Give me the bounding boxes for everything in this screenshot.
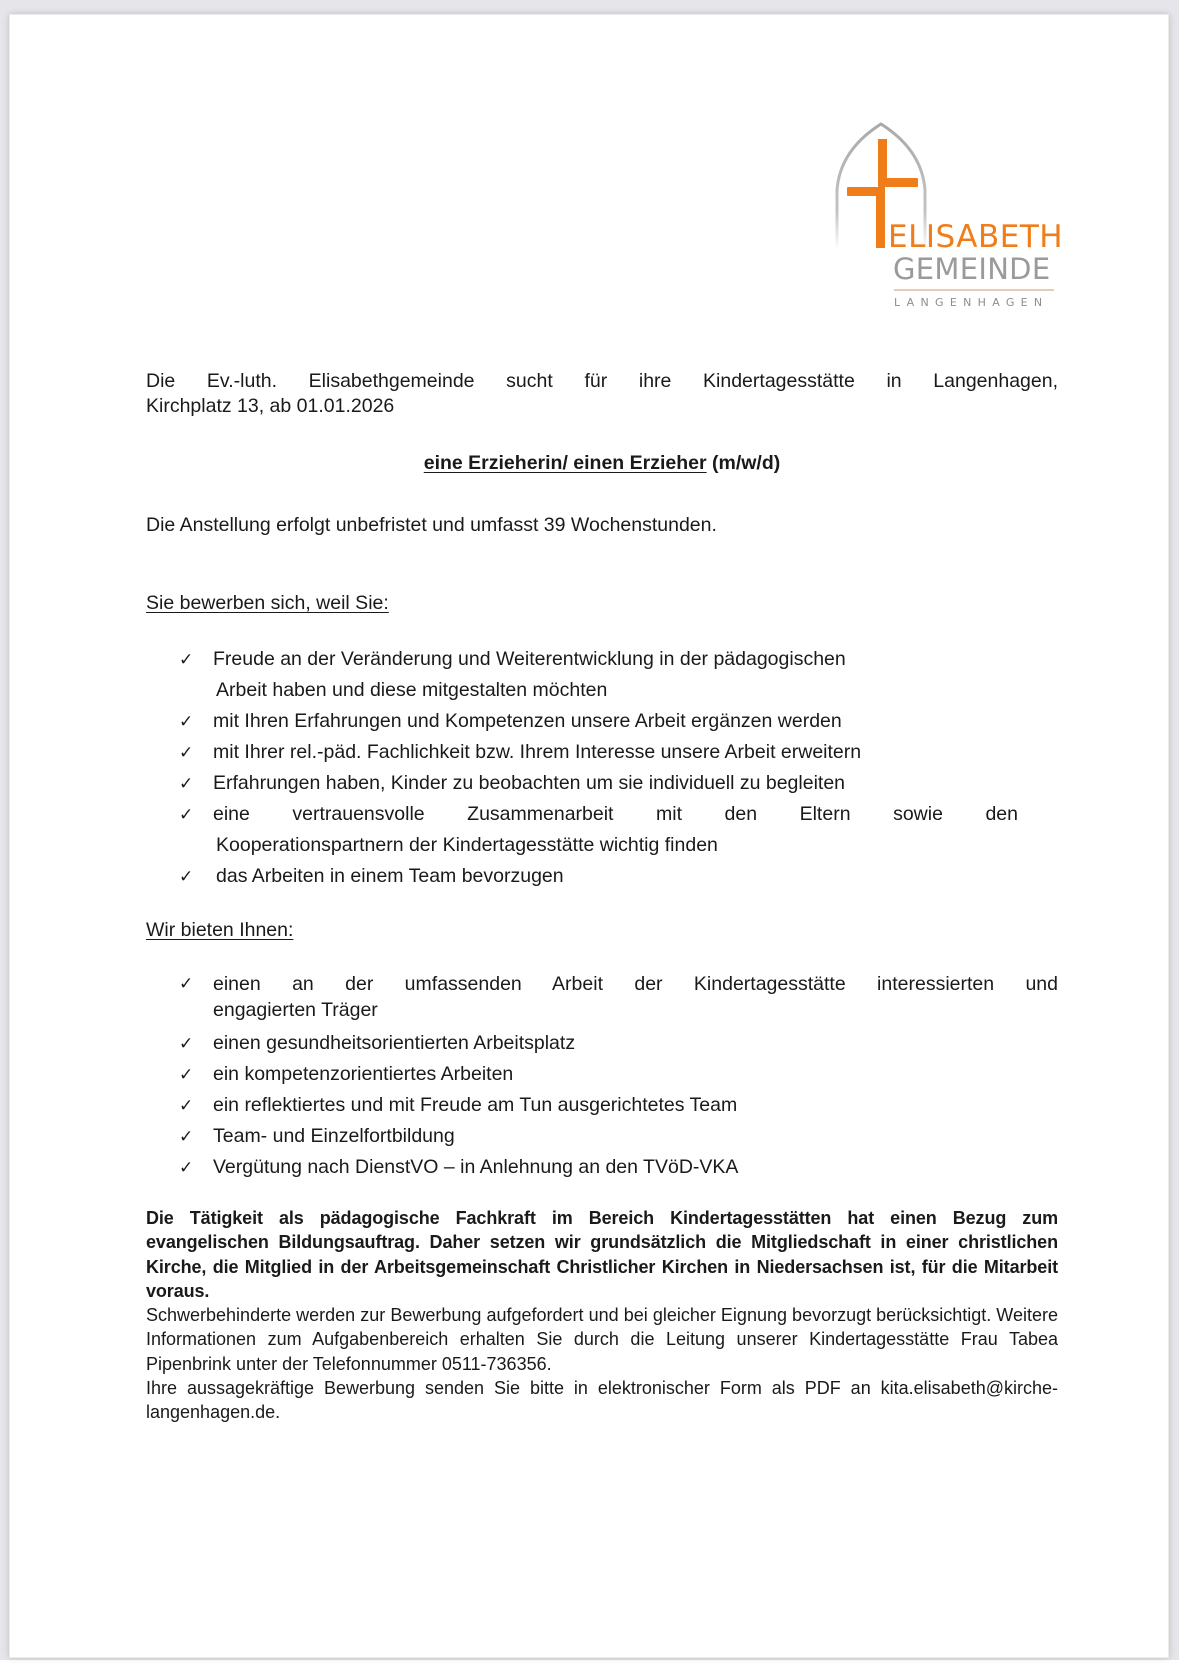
list-item: ✓ Team- und Einzelfortbildung — [176, 1121, 1058, 1152]
checkmark-icon: ✓ — [179, 712, 194, 731]
position-title-suffix: (m/w/d) — [706, 452, 781, 474]
logo-location: LANGENHAGEN — [894, 296, 1049, 309]
checkmark-icon: ✓ — [179, 867, 194, 886]
requirement-paragraph: Die Tätigkeit als pädagogische Fachkraft im Bereich Kindertagesstätten hat einen Bezug zum evangelischen Bildungsauftrag. Daher setzen wir grundsätzlich die Mitgliedschaft in einer christlichen Kirche, die Mitglied in der Arbeitsgemeinschaft Christlicher Kirchen in Niedersachsen ist, für die Mitarbeit voraus. — [146, 1208, 1058, 1301]
logo-subtitle: GEMEINDE — [893, 252, 1051, 286]
list-item: ✓ ein kompetenzorientiertes Arbeiten — [176, 1059, 1058, 1090]
apply-heading: Sie bewerben sich, weil Sie: — [146, 592, 389, 614]
offer-list — [176, 971, 1058, 1183]
list-item: ✓ ein reflektiertes und mit Freude am Tun ausgerichtetes Team — [176, 1090, 1058, 1121]
list-item: ✓ Freude an der Veränderung und Weiterentwicklung in der pädagogischen Arbeit haben und diese mitgestalten möchten — [176, 644, 1058, 706]
position-title-main: eine Erzieherin/ einen Erzieher — [423, 452, 707, 474]
checkmark-icon: ✓ — [179, 1065, 194, 1084]
checkmark-icon: ✓ — [179, 743, 194, 762]
disability-paragraph: Schwerbehinderte werden zur Bewerbung aufgefordert und bei gleicher Eignung bevorzugt berücksichtigt. Weitere Informationen zum Aufgabenbereich erhalten Sie durch die Leitung unserer Kindertagesstätte Frau Tabea Pipenbrink unter der Telefonnummer 0511-736356. — [146, 1305, 1058, 1374]
list-item: ✓ einen an der umfassenden Arbeit der Kindertagesstätte interessierten und engagierten Träger — [179, 973, 1058, 1021]
apply-reasons-list — [176, 644, 1058, 892]
checkmark-icon: ✓ — [179, 1096, 194, 1115]
intro-line-2: Kirchplatz 13, ab 01.01.2026 — [146, 394, 395, 417]
list-item: ✓ mit Ihren Erfahrungen und Kompetenzen unsere Arbeit ergänzen werden — [176, 706, 1058, 737]
checkmark-icon: ✓ — [179, 805, 194, 824]
checkmark-icon: ✓ — [179, 974, 194, 993]
list-item: ✓ Erfahrungen haben, Kinder zu beobachten um sie individuell zu begleiten — [176, 768, 1058, 799]
checkmark-icon: ✓ — [179, 1127, 194, 1146]
employment-terms: Die Anstellung erfolgt unbefristet und umfasst 39 Wochenstunden. — [146, 514, 717, 536]
checkmark-icon: ✓ — [179, 1158, 194, 1177]
offer-heading: Wir bieten Ihnen: — [146, 919, 294, 941]
checkmark-icon: ✓ — [179, 774, 194, 793]
list-item: ✓ Vergütung nach DienstVO – in Anlehnung an den TVöD-VKA — [176, 1152, 1058, 1183]
list-item: ✓ eine vertrauensvolle Zusammenarbeit mit den Eltern sowie den Kooperationspartnern der Kindertagesstätte wichtig finden — [176, 799, 1058, 861]
position-title — [146, 451, 1058, 476]
logo-title: ELISABETH — [888, 219, 1064, 255]
intro-line-1: Die Ev.-luth. Elisabethgemeinde sucht für ihre Kindertagesstätte in Langenhagen, — [146, 370, 1058, 392]
checkmark-icon: ✓ — [179, 1034, 194, 1053]
list-item: ✓ das Arbeiten in einem Team bevorzugen — [176, 861, 1058, 892]
application-paragraph: Ihre aussagekräftige Bewerbung senden Sie bitte in elektronischer Form als PDF an kita.elisabeth@kirche-langenhagen.de. — [146, 1378, 1058, 1423]
intro-paragraph — [146, 369, 1058, 418]
list-item: ✓ einen gesundheitsorientierten Arbeitsplatz — [176, 1028, 1058, 1059]
checkmark-icon: ✓ — [179, 650, 194, 669]
list-item: ✓ mit Ihrer rel.-päd. Fachlichkeit bzw. Ihrem Interesse unsere Arbeit erweitern — [176, 737, 1058, 768]
